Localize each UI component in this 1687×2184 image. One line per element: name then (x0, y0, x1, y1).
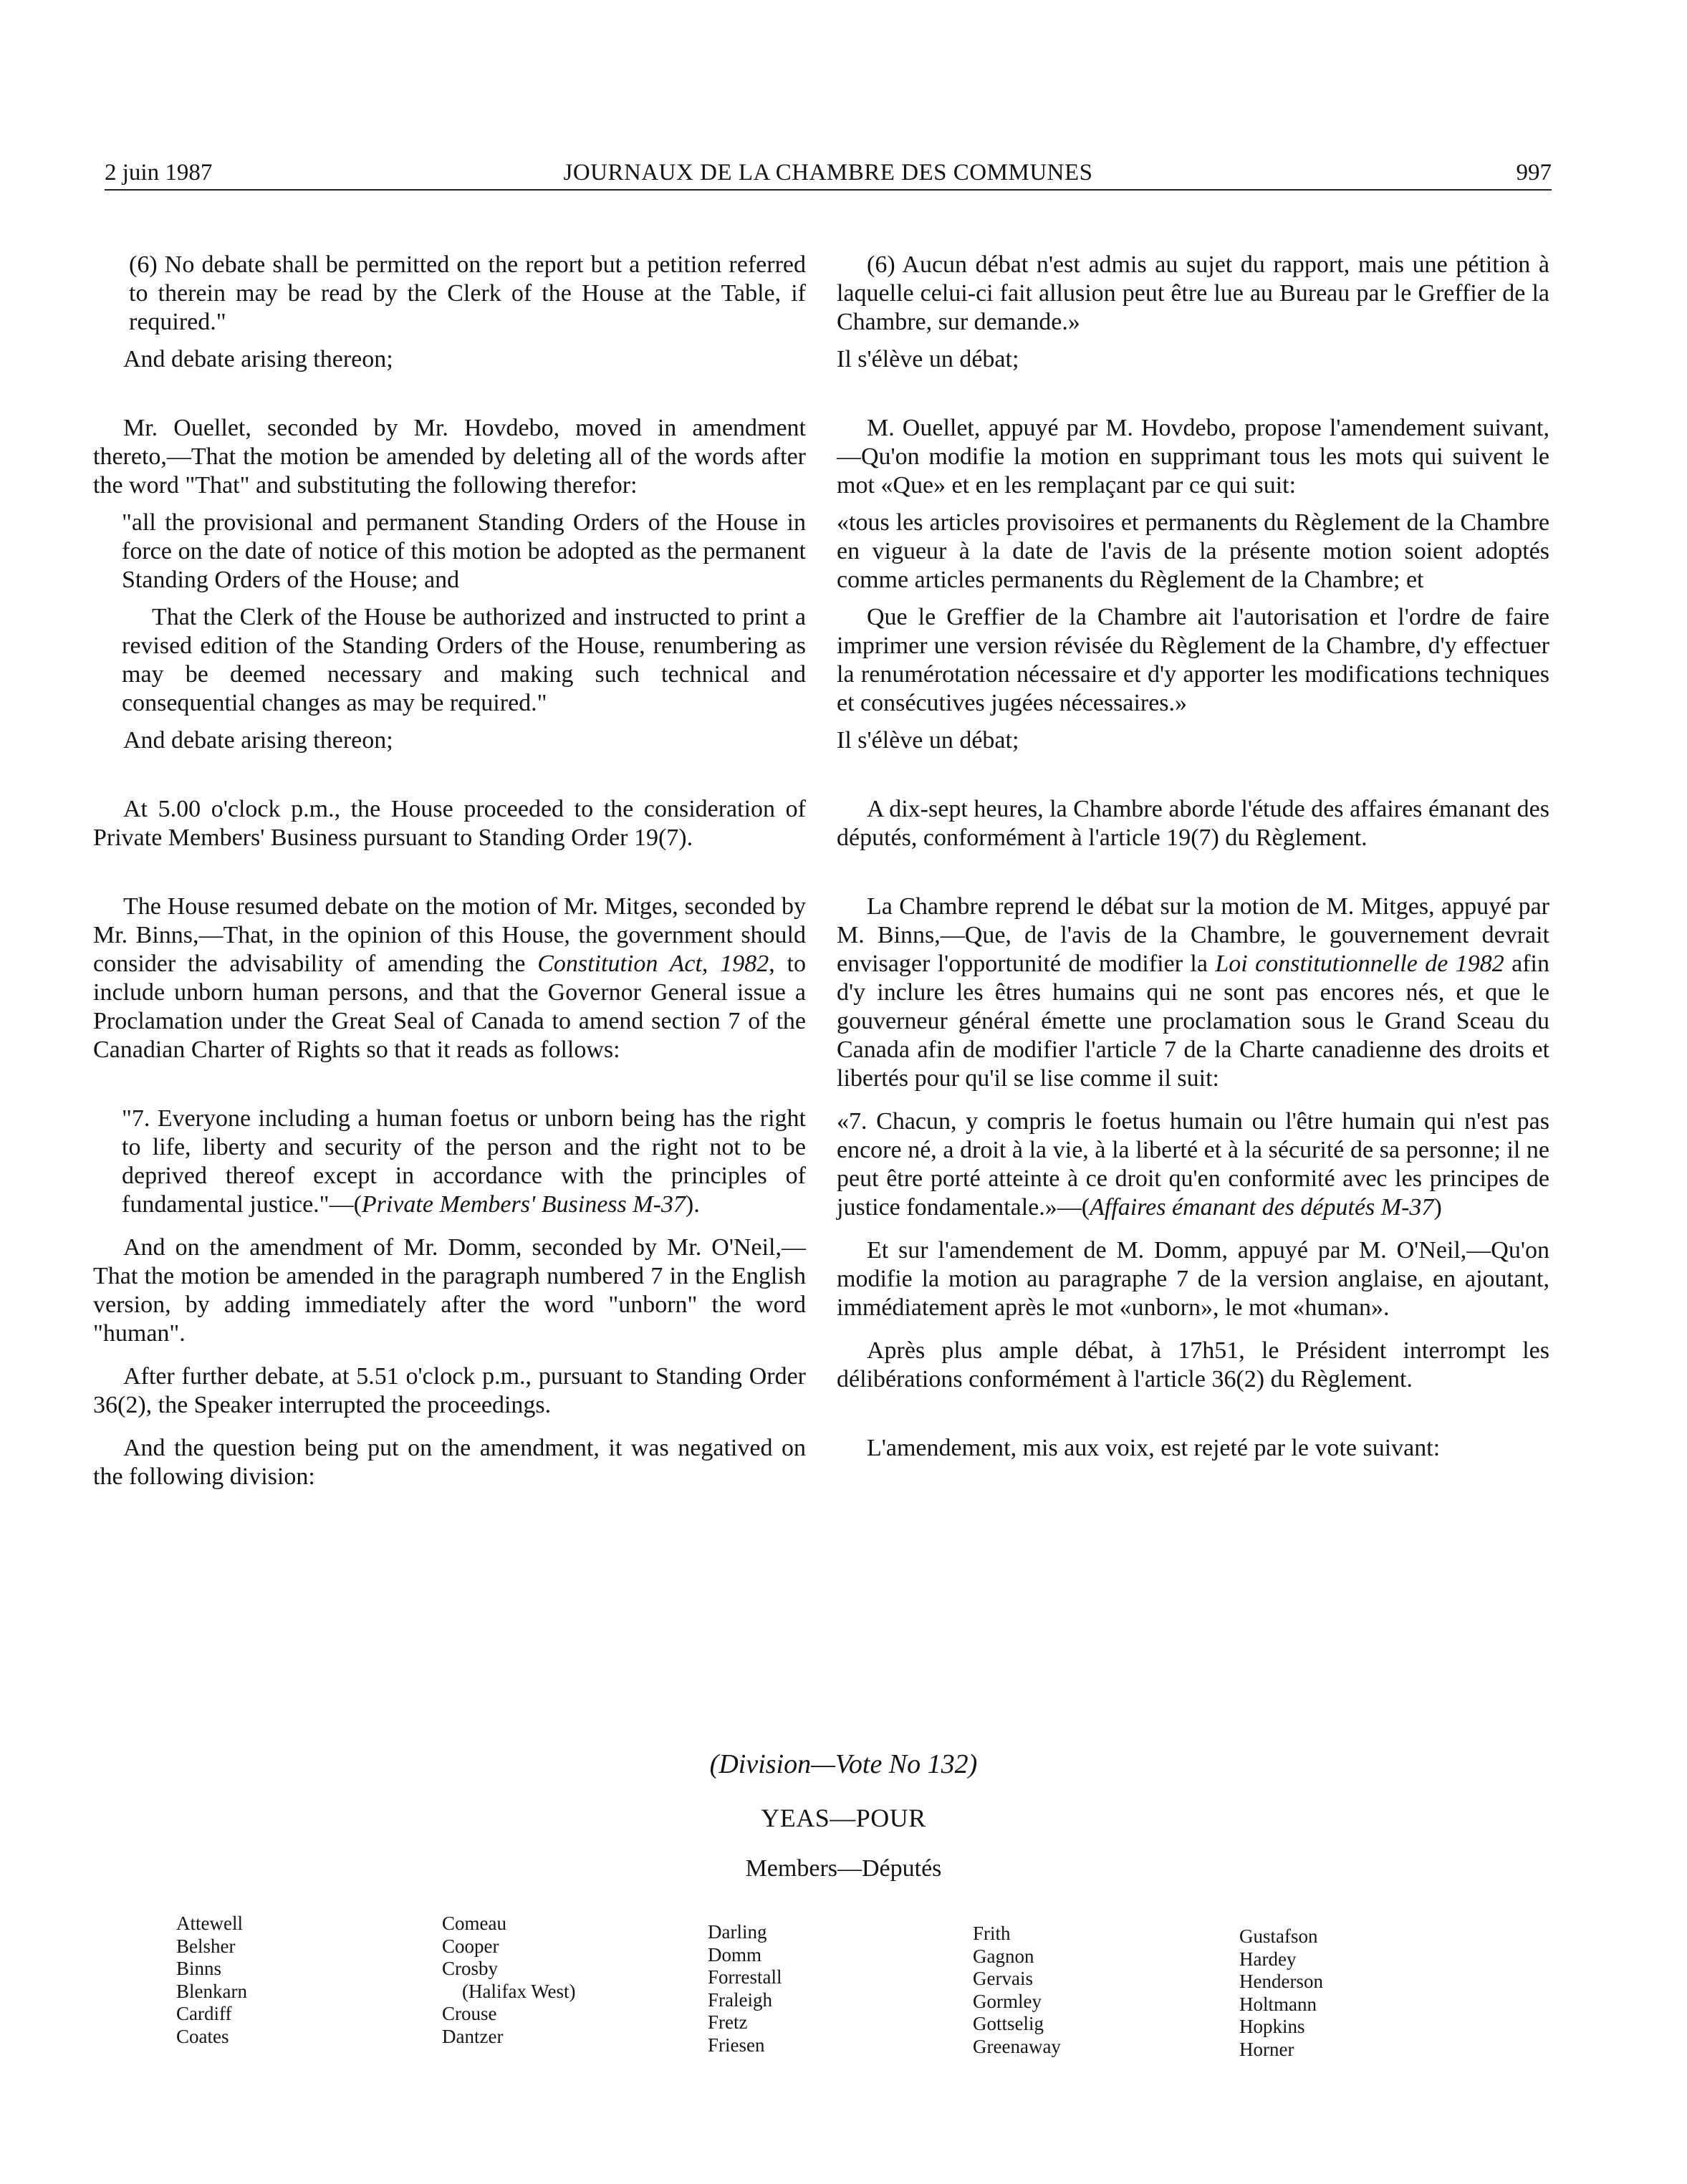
member-name: Gormley (973, 1990, 1042, 2012)
fr-domm-amendment: Et sur l'amendement de M. Domm, appuyé par M. O'Neil,—Qu'on modifie la motion au paragraphe 7 de la version anglaise, en ajoutant, immédiatement après le mot «unborn», le mot «human». (837, 1237, 1549, 1321)
fr-mitges-motion (837, 893, 1549, 1093)
en-section-7-text (93, 1105, 806, 1219)
en-business-ref: Private Members' Business M-37 (361, 1191, 686, 1218)
en-private-members-business: At 5.00 o'clock p.m., the House proceeded to the consideration of Private Members' Business pursuant to Standing Order 19(7). (93, 796, 806, 851)
fr-section-7-text (837, 1107, 1549, 1222)
member-riding: (Halifax West) (462, 1980, 576, 2002)
en-mitges-motion (93, 893, 806, 1064)
fr-ouellet-amendment: M. Ouellet, appuyé par M. Hovdebo, propose l'amendement suivant,—Qu'on modifie la motion en supprimant tous les mots qui suivent le mot «Que» et en les remplaçant par ce qui suit: (837, 415, 1549, 499)
fr-debate-arising-2: Il s'élève un débat; (837, 727, 1019, 754)
member-name: Cooper (442, 1935, 499, 1957)
running-header (105, 156, 1552, 191)
fr-mitges-text-a: La Chambre reprend le débat sur la motion de M. Mitges, appuyé par M. Binns,—Que, de l'avis de la Chambre, le gouvernement devrait envisager l'opportunité de modifier la (837, 893, 1549, 977)
member-name: Belsher (176, 1935, 236, 1957)
member-name: Domm (708, 1943, 762, 1966)
en-domm-amendment: And on the amendment of Mr. Domm, seconded by Mr. O'Neil,—That the motion be amended in the paragraph numbered 7 in the English version, by adding immediately after the word "unborn" the word "human". (93, 1234, 806, 1347)
member-name: Crouse (442, 2003, 497, 2024)
fr-amendment-text-2: Que le Greffier de la Chambre ait l'autorisation et l'ordre de faire imprimer une version révisée du Règlement de la Chambre, d'y effectuer la renumérotation nécessaire et d'y apporter les modifications techniques et consécutives jugées nécessaires.» (837, 604, 1549, 716)
member-name: Gagnon (973, 1945, 1034, 1967)
fr-further-debate: Après plus ample débat, à 17h51, le Président interrompt les délibérations conformément à l'article 36(2) du Règlement. (837, 1337, 1549, 1392)
names-column-4 (973, 1923, 1061, 2058)
division-title: (Division—Vote No 132) (709, 1749, 978, 1779)
member-name: Dantzer (442, 2025, 504, 2047)
names-column-3 (708, 1921, 782, 2056)
members-heading: Members—Députés (745, 1855, 942, 1882)
member-name: Forrestall (708, 1966, 782, 1988)
member-name: Cardiff (176, 2003, 232, 2024)
member-name: Blenkarn (176, 1980, 247, 2002)
en-ouellet-amendment: Mr. Ouellet, seconded by Mr. Hovdebo, moved in amendment thereto,—That the motion be amended by deleting all of the words after the word "That" and substituting the following therefor: (93, 415, 806, 499)
member-name: Darling (708, 1921, 767, 1943)
page-number: 997 (1516, 160, 1552, 186)
member-name: Horner (1239, 2038, 1294, 2060)
fr-debate-arising-1: Il s'élève un débat; (837, 346, 1019, 372)
names-column-1 (176, 1913, 247, 2048)
en-debate-arising-2: And debate arising thereon; (123, 727, 393, 754)
fr-section-7-a: «7. Chacun, y compris le foetus humain ou l'être humain qui n'est pas encore né, a droit à la vie, à la liberté et à la sécurité de sa personne; il ne peut être porté atteinte à ce droit qu'en conformité avec les principes de justice fondamentale.»—( (837, 1108, 1549, 1221)
member-name: Attewell (176, 1913, 243, 1934)
member-name: Gustafson (1239, 1925, 1318, 1947)
member-name: Fretz (708, 2011, 748, 2033)
en-amendment-text-2: That the Clerk of the House be authorized and instructed to print a revised edition of the Standing Orders of the House, renumbering as may be deemed necessary and making such technical and consequential changes as may be required." (122, 604, 806, 716)
division-header (0, 1748, 1687, 1884)
en-section-7-a: "7. Everyone including a human foetus or unborn being has the right to life, liberty and security of the person and the right not to be deprived thereof except in accordance with the principles of fundamental justice."—( (122, 1105, 806, 1218)
en-constitution-act: Constitution Act, 1982 (537, 951, 769, 977)
fr-business-ref: Affaires émanant des députés M-37 (1090, 1194, 1434, 1221)
names-column-5 (1239, 1925, 1323, 2061)
english-column (93, 251, 806, 1491)
member-name: Fraleigh (708, 1988, 772, 2011)
en-mitges-text-b: , to include unborn human persons, and that the Governor General issue a Proclamation under the Great Seal of Canada to amend section 7 of the Canadian Charter of Rights so that it reads as follows: (93, 951, 806, 1063)
en-standing-order-6: (6) No debate shall be permitted on the report but a petition referred to therein may be read by the Clerk of the House at the Table, if required." (129, 251, 806, 335)
en-section-7-b: ). (685, 1191, 700, 1218)
names-column-2 (442, 1913, 576, 2048)
fr-loi-constitutionnelle: Loi constitutionnelle de 1982 (1215, 951, 1504, 977)
member-name: Holtmann (1239, 1993, 1317, 2015)
member-name: Greenaway (973, 2035, 1061, 2057)
member-name: Binns (176, 1958, 222, 1979)
en-amendment-text-1: "all the provisional and permanent Standing Orders of the House in force on the date of notice of this motion be adopted as the permanent Standing Orders of the House; and (122, 509, 806, 593)
header-title: JOURNAUX DE LA CHAMBRE DES COMMUNES (563, 160, 1093, 186)
member-name: Crosby (442, 1958, 499, 1979)
french-column (837, 251, 1549, 1463)
member-name: Comeau (442, 1913, 506, 1934)
en-further-debate: After further debate, at 5.51 o'clock p.m., pursuant to Standing Order 36(2), the Speaker interrupted the proceedings. (93, 1363, 806, 1418)
member-name: Henderson (1239, 1971, 1323, 1992)
en-mitges-text-a: The House resumed debate on the motion of Mr. Mitges, seconded by Mr. Binns,—That, in the opinion of this House, the government should consider the advisability of amending the (93, 893, 806, 977)
member-name: Hardey (1239, 1948, 1297, 1970)
header-date: 2 juin 1987 (105, 160, 213, 186)
fr-mitges-text-b: afin d'y inclure les êtres humains qui ne sont pas encores nés, et que le gouverneur général émette une proclamation sous le Grand Sceau du Canada afin de modifier l'article 7 de la Charte canadienne des droits et libertés pour qu'il se lise comme il suit: (837, 951, 1549, 1092)
en-question-put: And the question being put on the amendment, it was negatived on the following division: (93, 1435, 806, 1490)
fr-private-members-business: A dix-sept heures, la Chambre aborde l'étude des affaires émanant des députés, conformément à l'article 19(7) du Règlement. (837, 796, 1549, 851)
en-debate-arising-1: And debate arising thereon; (123, 346, 393, 372)
member-name: Frith (973, 1923, 1011, 1944)
member-name: Gervais (973, 1968, 1033, 1989)
member-name: Gottselig (973, 2013, 1044, 2034)
fr-question-put: L'amendement, mis aux voix, est rejeté par le vote suivant: (867, 1435, 1441, 1461)
fr-section-7-b: ) (1433, 1194, 1442, 1221)
fr-amendment-text-1: «tous les articles provisoires et permanents du Règlement de la Chambre en vigueur à la date de l'avis de la présente motion soient adoptés comme articles permanents du Règlement de la Chambre; et (837, 509, 1549, 593)
member-name: Friesen (708, 2034, 765, 2056)
member-name: Hopkins (1239, 2016, 1305, 2037)
fr-standing-order-6: (6) Aucun débat n'est admis au sujet du rapport, mais une pétition à laquelle celui-ci fait allusion peut être lue au Bureau par le Greffier de la Chambre, sur demande.» (837, 251, 1549, 335)
member-name: Coates (176, 2025, 229, 2047)
yeas-heading: YEAS—POUR (761, 1804, 926, 1832)
